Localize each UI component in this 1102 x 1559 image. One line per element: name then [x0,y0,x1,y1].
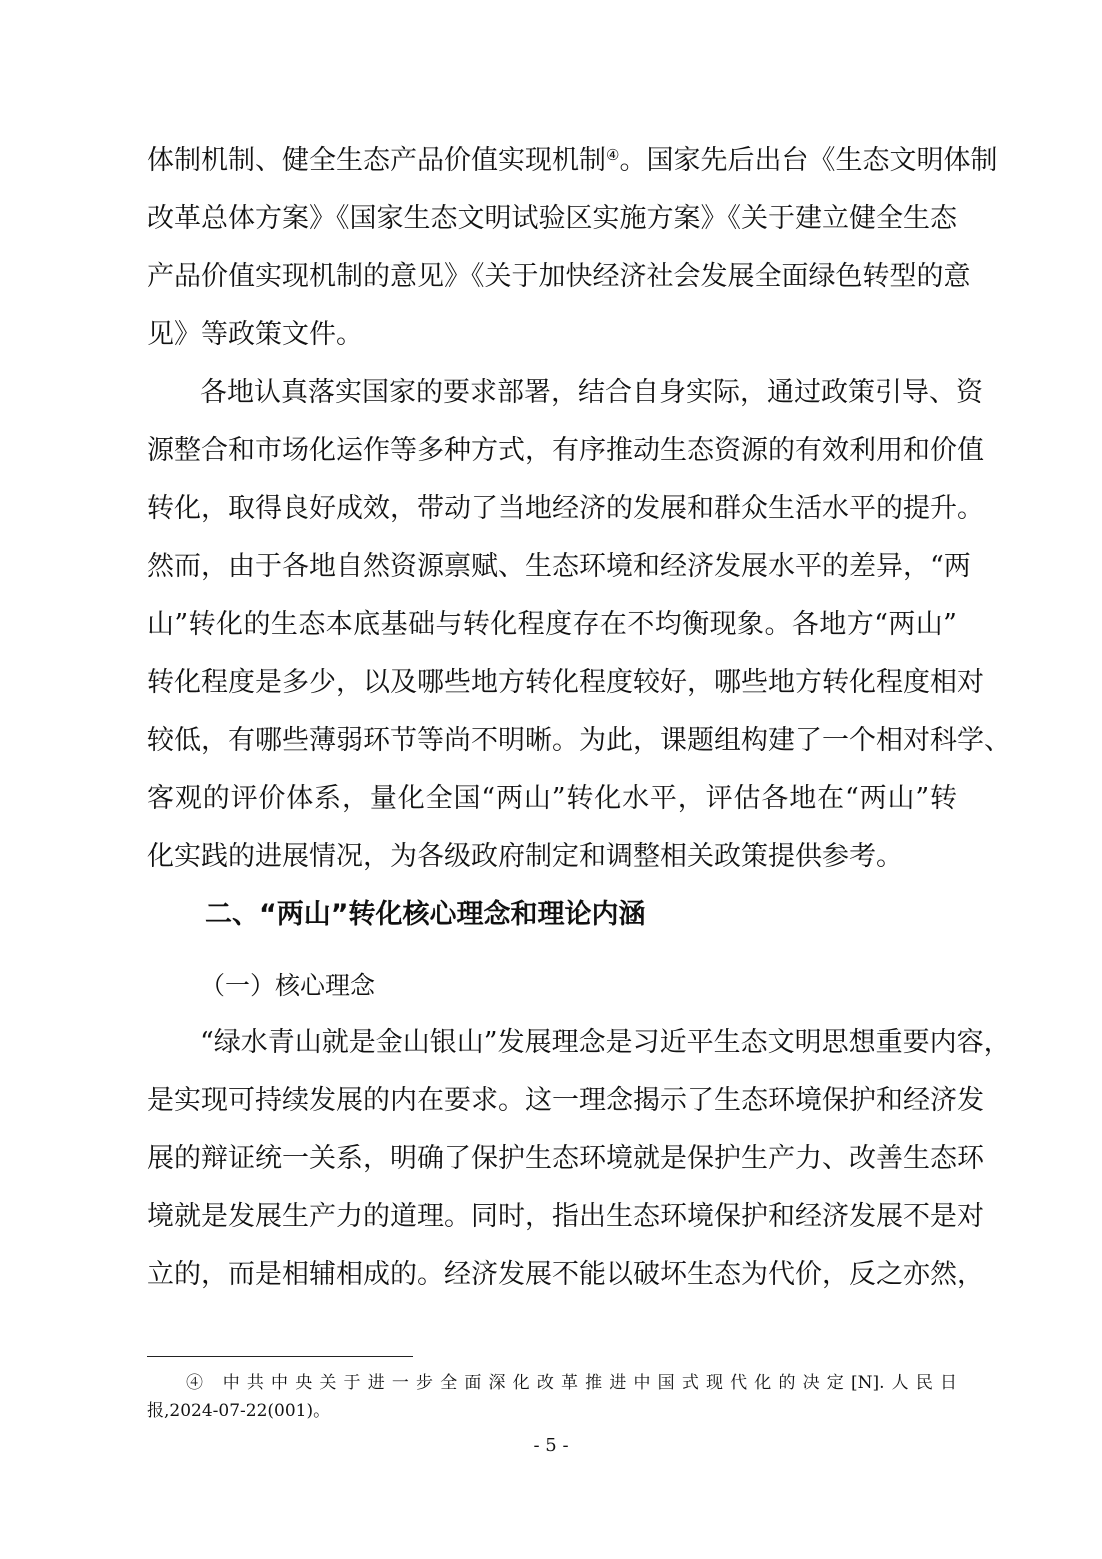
paragraph2-line: 源整合和市场化运作等多种方式，有序推动生态资源的有效利用和价值 [147,435,984,466]
footnote-reference[interactable]: ④ [606,146,620,164]
footnote-line1: ④ 中共中央关于进一步全面深化改革推进中国式现代化的决定[N].人民日 [186,1373,957,1393]
paragraph2-line: 各地认真落实国家的要求部署，结合自身实际，通过政策引导、资 [200,377,983,408]
paragraph1-line1-text-before: 体制机制、健全生态产品价值实现机制 [147,145,606,176]
paragraph1-line3: 产品价值实现机制的意见》《关于加快经济社会发展全面绿色转型的意 [147,261,971,292]
page-number: - 5 - [533,1435,569,1456]
paragraph3-line: 境就是发展生产力的道理。同时，指出生态环境保护和经济发展不是对 [147,1201,984,1232]
paragraph2-line: 然而，由于各地自然资源禀赋、生态环境和经济发展水平的差异，“两 [147,551,971,582]
paragraph3-line: 立的，而是相辅相成的。经济发展不能以破坏生态为代价，反之亦然， [147,1259,984,1290]
paragraph2-line: 化实践的进展情况，为各级政府制定和调整相关政策提供参考。 [147,841,903,872]
subsection-heading: （一）核心理念 [200,971,376,1000]
paragraph3-line: “绿水青山就是金山银山”发展理念是习近平生态文明思想重要内容， [200,1027,1011,1058]
footnote-divider [147,1356,413,1357]
paragraph1-line4: 见》等政策文件。 [147,319,363,350]
paragraph1-line1 [147,141,998,181]
paragraph2-line: 较低，有哪些薄弱环节等尚不明晰。为此，课题组构建了一个相对科学、 [147,725,1011,756]
paragraph2-line: 山”转化的生态本底基础与转化程度存在不均衡现象。各地方“两山” [147,609,957,640]
paragraph1-line2: 改革总体方案》《国家生态文明试验区实施方案》《关于建立健全生态 [147,203,957,234]
paragraph3-line: 是实现可持续发展的内在要求。这一理念揭示了生态环境保护和经济发 [147,1085,984,1116]
paragraph2-line: 转化，取得良好成效，带动了当地经济的发展和群众生活水平的提升。 [147,493,984,524]
paragraph2-line: 客观的评价体系，量化全国“两山”转化水平，评估各地在“两山”转 [147,783,957,814]
paragraph1-line1-text-after: 。国家先后出台《生态文明体制 [619,145,998,176]
paragraph3-line: 展的辩证统一关系，明确了保护生态环境就是保护生产力、改善生态环 [147,1143,984,1174]
paragraph2-line: 转化程度是多少，以及哪些地方转化程度较好，哪些地方转化程度相对 [147,667,984,698]
section-heading: 二、“两山”转化核心理念和理论内涵 [205,899,646,930]
footnote-line2: 报,2024-07-22(001)。 [147,1401,331,1421]
